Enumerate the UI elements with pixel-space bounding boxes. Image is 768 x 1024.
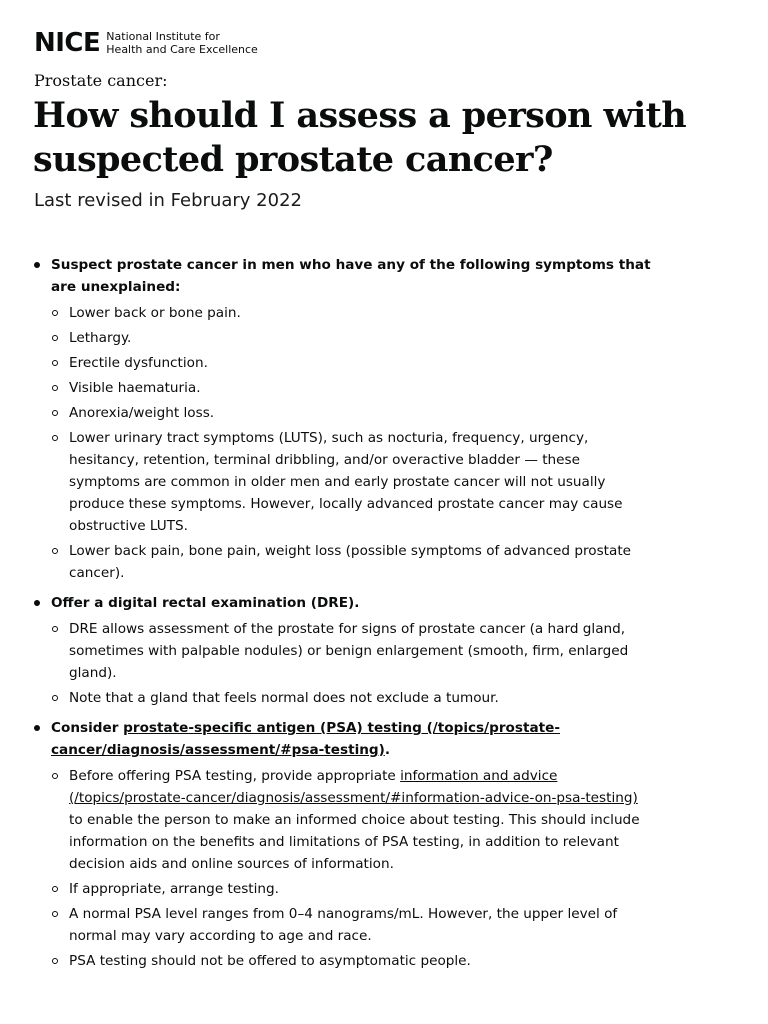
last-revised: Last revised in February 2022 bbox=[34, 190, 302, 211]
list-item: Lower back or bone pain. bbox=[51, 302, 654, 324]
list-item: Anorexia/weight loss. bbox=[51, 402, 654, 424]
list-item: Visible haematuria. bbox=[51, 377, 654, 399]
recommendation-lead bbox=[51, 720, 560, 758]
list-item: DRE allows assessment of the prostate for signs of prostate cancer (a hard gland, sometimes with palpable nodules) or benign enlargement (smooth, firm, enlarged gland). bbox=[51, 618, 654, 684]
recommendation-psa bbox=[34, 717, 654, 972]
list-item: Lower back pain, bone pain, weight loss (possible symptoms of advanced prostate cancer). bbox=[51, 540, 654, 584]
logo-wordmark: NICE bbox=[34, 28, 101, 58]
logo-subtitle-line-2: Health and Care Excellence bbox=[106, 43, 258, 56]
psa-list bbox=[51, 765, 654, 972]
logo-subtitle bbox=[106, 30, 258, 56]
lead-prefix: Consider bbox=[51, 720, 124, 736]
recommendation-list bbox=[34, 254, 654, 972]
list-item: PSA testing should not be offered to asymptomatic people. bbox=[51, 950, 654, 972]
topic-kicker: Prostate cancer: bbox=[34, 71, 168, 90]
recommendation-lead: Suspect prostate cancer in men who have any of the following symptoms that are unexplained: bbox=[51, 257, 651, 295]
main-content bbox=[34, 254, 654, 980]
list-item: A normal PSA level ranges from 0–4 nanograms/mL. However, the upper level of normal may vary according to age and race. bbox=[51, 903, 654, 947]
recommendation-lead: Offer a digital rectal examination (DRE). bbox=[51, 595, 360, 611]
recommendation-dre bbox=[34, 592, 654, 709]
psa-testing-link[interactable]: prostate-specific antigen (PSA) testing (/topics/prostate-cancer/diagnosis/assessment/#psa-testing) bbox=[51, 720, 560, 758]
item-prefix: Before offering PSA testing, provide appropriate bbox=[69, 768, 401, 784]
list-item bbox=[51, 765, 654, 875]
lead-suffix: . bbox=[384, 742, 391, 758]
list-item: Lethargy. bbox=[51, 327, 654, 349]
information-advice-link[interactable]: information and advice (/topics/prostate-cancer/diagnosis/assessment/#information-advice-on-psa-testing) bbox=[69, 768, 638, 806]
list-item: Lower urinary tract symptoms (LUTS), such as nocturia, frequency, urgency, hesitancy, retention, terminal dribbling, and/or overactive bladder — these symptoms are common in older men and early prostate cancer will not usually produce these symptoms. However, locally advanced prostate cancer may cause obstructive LUTS. bbox=[51, 427, 654, 537]
dre-list bbox=[51, 618, 654, 709]
page-title: How should I assess a person with suspected prostate cancer? bbox=[33, 95, 687, 180]
logo-subtitle-line-1: National Institute for bbox=[106, 30, 220, 43]
recommendation-symptoms bbox=[34, 254, 654, 584]
item-suffix: to enable the person to make an informed choice about testing. This should include information on the benefits and limitations of PSA testing, in addition to relevant decision aids and online sources of information. bbox=[69, 812, 640, 872]
list-item: Note that a gland that feels normal does not exclude a tumour. bbox=[51, 687, 654, 709]
symptom-list bbox=[51, 302, 654, 584]
list-item: If appropriate, arrange testing. bbox=[51, 878, 654, 900]
nice-logo[interactable] bbox=[34, 28, 258, 58]
list-item: Erectile dysfunction. bbox=[51, 352, 654, 374]
